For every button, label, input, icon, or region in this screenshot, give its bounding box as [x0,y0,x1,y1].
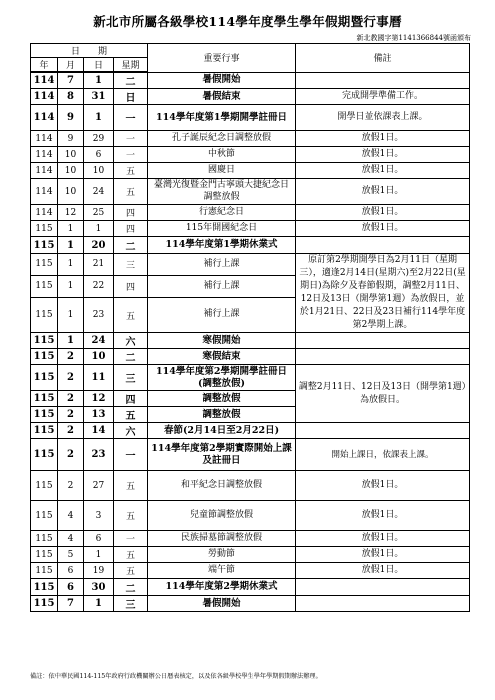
cell-day: 10 [84,349,114,365]
table-row [31,501,470,531]
cell-remark: 放假1日。 [296,221,470,237]
cell-event: 114學年度第2學期實際開始上課及註冊日 [148,439,296,471]
cell-remark: 放假1日。 [296,471,470,501]
header-day: 日 [84,58,114,73]
cell-remark [296,349,470,365]
cell-month: 6 [58,563,84,579]
cell-remark: 開學日並依課表上課。 [296,105,470,131]
cell-month: 2 [58,439,84,471]
table-row [31,423,470,439]
cell-day: 10 [84,163,114,179]
cell-weekday: 三 [114,254,148,276]
cell-day: 3 [84,501,114,531]
table-row [31,439,470,471]
cell-event: 勞動節 [148,547,296,563]
cell-day: 1 [84,105,114,131]
cell-event: 寒假結束 [148,349,296,365]
cell-year: 114 [31,72,58,89]
cell-event: 調整放假 [148,391,296,407]
header-events: 重要行事 [148,44,296,73]
cell-month: 4 [58,501,84,531]
cell-event: 114學年度第1學期休業式 [148,237,296,254]
table-row [31,563,470,579]
cell-event: 民族掃墓節調整放假 [148,531,296,547]
header-weekday: 星期 [114,58,148,73]
cell-month: 2 [58,365,84,391]
cell-remark [296,237,470,254]
cell-remark [296,596,470,612]
cell-remark-merged: 調整2月11日、12日及13日（開學第1週）為放假日。 [296,365,470,423]
cell-day: 24 [84,333,114,349]
cell-day: 24 [84,179,114,205]
cell-event: 暑假開始 [148,72,296,89]
cell-year: 115 [31,579,58,596]
cell-year: 115 [31,407,58,423]
cell-event: 臺灣光復暨金門古寧頭大捷紀念日調整放假 [148,179,296,205]
cell-year: 114 [31,131,58,147]
cell-day: 21 [84,254,114,276]
table-row [31,72,470,89]
cell-weekday: 六 [114,333,148,349]
document-number: 新北教國字第1141366844號函頒布 [356,34,471,42]
cell-month: 2 [58,471,84,501]
table-row [31,471,470,501]
table-row [31,163,470,179]
cell-year: 114 [31,179,58,205]
cell-month: 12 [58,205,84,221]
cell-year: 114 [31,89,58,105]
cell-day: 1 [84,72,114,89]
cell-remark [296,579,470,596]
cell-remark: 放假1日。 [296,501,470,531]
table-row [31,349,470,365]
cell-day: 13 [84,407,114,423]
cell-weekday: 五 [114,407,148,423]
cell-year: 114 [31,147,58,163]
cell-month: 9 [58,105,84,131]
table-row [31,179,470,205]
cell-day: 25 [84,205,114,221]
cell-month: 1 [58,275,84,297]
cell-year: 115 [31,501,58,531]
cell-event: 補行上課 [148,254,296,276]
cell-remark: 完成開學準備工作。 [296,89,470,105]
cell-year: 115 [31,275,58,297]
header-remarks: 備註 [296,44,470,73]
cell-remark [296,333,470,349]
cell-remark [296,72,470,89]
cell-event: 兒童節調整放假 [148,501,296,531]
table-row [31,205,470,221]
cell-day: 1 [84,221,114,237]
cell-weekday: 一 [114,531,148,547]
cell-event: 孔子誕辰紀念日調整放假 [148,131,296,147]
cell-event: 115年開國紀念日 [148,221,296,237]
table-row [31,365,470,391]
cell-day: 30 [84,579,114,596]
cell-year: 115 [31,254,58,276]
cell-weekday: 一 [114,147,148,163]
calendar-table [30,43,470,612]
cell-weekday: 五 [114,297,148,333]
cell-day: 20 [84,237,114,254]
cell-month: 2 [58,349,84,365]
cell-year: 115 [31,596,58,612]
cell-month: 2 [58,423,84,439]
cell-remark: 放假1日。 [296,131,470,147]
cell-year: 114 [31,105,58,131]
cell-month: 4 [58,531,84,547]
cell-event: 補行上課 [148,275,296,297]
cell-event: 暑假開始 [148,596,296,612]
cell-day: 19 [84,563,114,579]
cell-month: 10 [58,147,84,163]
table-row [31,333,470,349]
cell-month: 1 [58,333,84,349]
cell-day: 23 [84,439,114,471]
cell-event: 中秋節 [148,147,296,163]
cell-month: 8 [58,89,84,105]
cell-day: 27 [84,471,114,501]
cell-event: 和平紀念日調整放假 [148,471,296,501]
calendar-body [31,72,470,612]
cell-month: 7 [58,72,84,89]
cell-year: 115 [31,547,58,563]
cell-weekday: 五 [114,163,148,179]
table-row [31,147,470,163]
cell-remark: 放假1日。 [296,547,470,563]
cell-event: 補行上課 [148,297,296,333]
cell-year: 115 [31,563,58,579]
table-row [31,254,470,276]
cell-month: 7 [58,596,84,612]
cell-remark: 放假1日。 [296,563,470,579]
cell-weekday: 一 [114,105,148,131]
table-row [31,131,470,147]
cell-year: 115 [31,439,58,471]
table-row [31,221,470,237]
cell-event: 端午節 [148,563,296,579]
cell-day: 6 [84,531,114,547]
cell-year: 115 [31,237,58,254]
cell-weekday: 二 [114,237,148,254]
cell-weekday: 三 [114,596,148,612]
cell-weekday: 五 [114,563,148,579]
cell-year: 114 [31,163,58,179]
cell-day: 22 [84,275,114,297]
cell-weekday: 一 [114,131,148,147]
cell-month: 5 [58,547,84,563]
cell-remark [296,423,470,439]
cell-month: 10 [58,179,84,205]
cell-weekday: 一 [114,439,148,471]
table-row [31,547,470,563]
cell-event: 114學年度第2學期休業式 [148,579,296,596]
cell-year: 115 [31,333,58,349]
table-row [31,579,470,596]
table-row [31,596,470,612]
cell-remark: 放假1日。 [296,163,470,179]
cell-day: 12 [84,391,114,407]
cell-year: 115 [31,531,58,547]
cell-weekday: 二 [114,349,148,365]
cell-month: 1 [58,254,84,276]
cell-day: 11 [84,365,114,391]
cell-month: 6 [58,579,84,596]
cell-remark: 放假1日。 [296,147,470,163]
cell-weekday: 二 [114,579,148,596]
cell-weekday: 五 [114,501,148,531]
header-year: 年 [31,58,58,73]
footer-note: 備註：依中華民國114-115年政府行政機關辦公日曆表核定，以及依各級學校學生學年學期假期辦法辦理。 [30,673,322,680]
cell-month: 1 [58,297,84,333]
page-title: 新北市所屬各級學校114學年度學生學年假期暨行事曆 [93,14,402,29]
cell-event: 國慶日 [148,163,296,179]
cell-year: 115 [31,365,58,391]
cell-year: 115 [31,391,58,407]
cell-weekday: 四 [114,221,148,237]
header-month: 月 [58,58,84,73]
cell-weekday: 五 [114,547,148,563]
table-row [31,89,470,105]
cell-event: 114學年度第1學期開學註冊日 [148,105,296,131]
cell-month: 2 [58,407,84,423]
cell-year: 114 [31,205,58,221]
cell-event: 春節(2月14日至2月22日) [148,423,296,439]
cell-remark: 開始上課日，依課表上課。 [296,439,470,471]
cell-month: 9 [58,131,84,147]
cell-year: 115 [31,471,58,501]
cell-weekday: 四 [114,275,148,297]
cell-weekday: 四 [114,391,148,407]
cell-event: 行憲紀念日 [148,205,296,221]
cell-weekday: 五 [114,471,148,501]
cell-day: 6 [84,147,114,163]
cell-day: 14 [84,423,114,439]
cell-remark: 放假1日。 [296,179,470,205]
cell-day: 31 [84,89,114,105]
cell-month: 1 [58,237,84,254]
cell-year: 115 [31,349,58,365]
cell-event: 寒假開始 [148,333,296,349]
cell-event: 114學年度第2學期開學註冊日(調整放假) [148,365,296,391]
cell-weekday: 六 [114,423,148,439]
cell-day: 23 [84,297,114,333]
cell-remark: 放假1日。 [296,205,470,221]
cell-year: 115 [31,221,58,237]
header-date: 日 期 [31,44,148,58]
table-row [31,531,470,547]
cell-remark-merged: 原訂第2學期開學日為2月11日（星期三），適逢2月14日(星期六)至2月22日(星期日)為除夕及春節假期，調整2月11日、12日及13日（開學第1週）為放假日，並於1月21日、22日及23日補行114學年度第2學期上課。 [296,254,470,333]
cell-remark: 放假1日。 [296,531,470,547]
cell-day: 1 [84,596,114,612]
cell-day: 1 [84,547,114,563]
cell-event: 調整放假 [148,407,296,423]
cell-weekday: 日 [114,89,148,105]
cell-weekday: 五 [114,179,148,205]
cell-weekday: 四 [114,205,148,221]
table-row [31,105,470,131]
cell-year: 115 [31,297,58,333]
cell-year: 115 [31,423,58,439]
cell-month: 1 [58,221,84,237]
cell-month: 10 [58,163,84,179]
cell-month: 2 [58,391,84,407]
cell-day: 29 [84,131,114,147]
cell-event: 暑假結束 [148,89,296,105]
cell-weekday: 三 [114,365,148,391]
cell-weekday: 二 [114,72,148,89]
table-row [31,237,470,254]
